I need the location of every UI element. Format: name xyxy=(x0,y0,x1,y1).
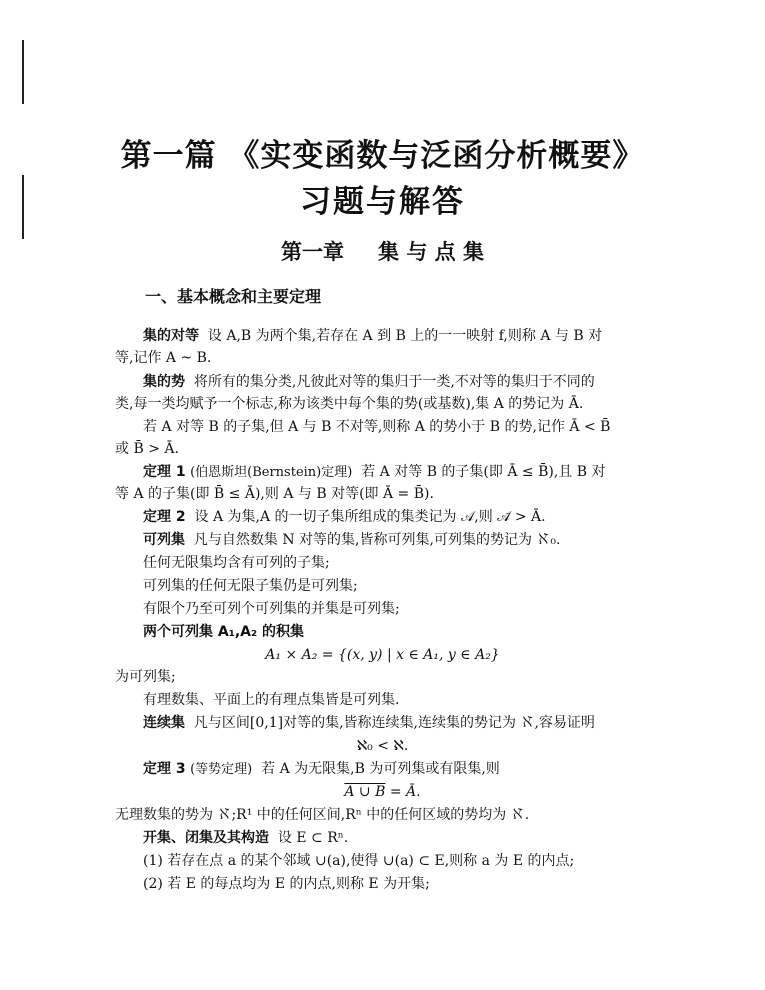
paragraph-line xyxy=(143,713,683,733)
paragraph-text: 若 A 为无限集,B 为可列集或有限集,则 xyxy=(261,761,500,777)
paragraph-line: 有理数集、平面上的有理点集皆是可列集. xyxy=(143,692,400,708)
paragraph-line: (1) 若存在点 a 的某个邻域 ∪(a),使得 ∪(a) ⊂ E,则称 a 为 E 的内点; xyxy=(143,853,575,869)
term-label: 集的对等 xyxy=(143,328,199,344)
paragraph-line: 等 A 的子集(即 B̄ ≤ Ā),则 A 与 B 对等(即 Ā = B̄). xyxy=(115,486,434,502)
paragraph-line xyxy=(143,759,683,780)
chapter-title: 集 与 点 集 xyxy=(378,239,484,264)
display-formula xyxy=(0,782,765,802)
part-subtitle: 习题与解答 xyxy=(300,184,465,220)
formula-rhs: = Ā. xyxy=(385,784,421,800)
term-label: 可列集 xyxy=(143,532,185,548)
chapter-number: 第一章 xyxy=(281,239,345,264)
paragraph-text: 将所有的集分类,凡彼此对等的集归于一类,不对等的集归于不同的 xyxy=(193,374,595,390)
paragraph-text: 设 E ⊂ Rⁿ. xyxy=(277,830,349,846)
term-label: 开集、闭集及其构造 xyxy=(143,830,269,846)
paragraph-text: 设 A 为集,A 的一切子集所组成的集类记为 𝒜,则 𝒜̄ > Ā. xyxy=(194,509,546,525)
paragraph-text: 凡与区间[0,1]对等的集,皆称连续集,连续集的势记为 ℵ,容易证明 xyxy=(193,715,595,731)
margin-rule-top xyxy=(22,40,24,104)
paragraph-text: 设 A,B 为两个集,若存在 A 到 B 上的一一映射 f,则称 A 与 B 对 xyxy=(207,328,603,344)
paragraph-line: 无理数集的势为 ℵ;R¹ 中的任何区间,Rⁿ 中的任何区域的势均为 ℵ. xyxy=(115,807,530,823)
chapter-heading xyxy=(0,236,765,266)
theorem-label: 定理 2 xyxy=(143,509,186,525)
paragraph-text: 若 A 对等 B 的子集(即 Ā ≤ B̄),且 B 对 xyxy=(361,464,606,480)
paragraph-line xyxy=(143,372,683,392)
paragraph-line: 为可列集; xyxy=(115,669,176,685)
paragraph-line: 等,记作 A ~ B. xyxy=(115,350,212,366)
theorem-label: 定理 1 xyxy=(143,464,186,480)
part-title: 第一篇 《实变函数与泛函分析概要》 xyxy=(120,138,645,174)
paragraph-line: (2) 若 E 的每点均为 E 的内点,则称 E 为开集; xyxy=(143,876,430,892)
union-overline: A ∪ B xyxy=(344,784,386,800)
section-heading: 一、基本概念和主要定理 xyxy=(145,287,322,306)
term-label: 连续集 xyxy=(143,715,185,731)
paragraph-line xyxy=(143,462,683,483)
theorem-name: (等势定理) xyxy=(190,762,253,777)
paragraph-line: 若 A 对等 B 的子集,但 A 与 B 不对等,则称 A 的势小于 B 的势,记作 Ā < B̄ xyxy=(143,419,611,435)
paragraph-line: 有限个乃至可列个可列集的并集是可列集; xyxy=(143,601,400,617)
paragraph-line: 或 B̄ > Ā. xyxy=(115,441,179,457)
display-formula: A₁ × A₂ = {(x, y) | x ∈ A₁, y ∈ A₂} xyxy=(265,647,500,663)
paragraph-line: 类,每一类均赋予一个标志,称为该类中每个集的势(或基数),集 A 的势记为 Ā. xyxy=(115,396,584,412)
theorem-label: 定理 3 xyxy=(143,761,186,777)
paragraph-line xyxy=(143,326,683,346)
paragraph-line xyxy=(143,507,683,527)
paragraph-line xyxy=(143,530,683,550)
theorem-name: (伯恩斯坦(Bernstein)定理) xyxy=(190,465,353,480)
paragraph-text: 凡与自然数集 N 对等的集,皆称可列集,可列集的势记为 ℵ₀. xyxy=(193,532,561,548)
paragraph-line: 任何无限集均含有可列的子集; xyxy=(143,555,330,571)
display-formula: ℵ₀ < ℵ. xyxy=(356,738,409,754)
paragraph-line xyxy=(143,828,683,848)
paragraph-line: 两个可列集 A₁,A₂ 的积集 xyxy=(143,624,304,640)
term-label: 集的势 xyxy=(143,374,185,390)
paragraph-line: 可列集的任何无限子集仍是可列集; xyxy=(143,578,358,594)
